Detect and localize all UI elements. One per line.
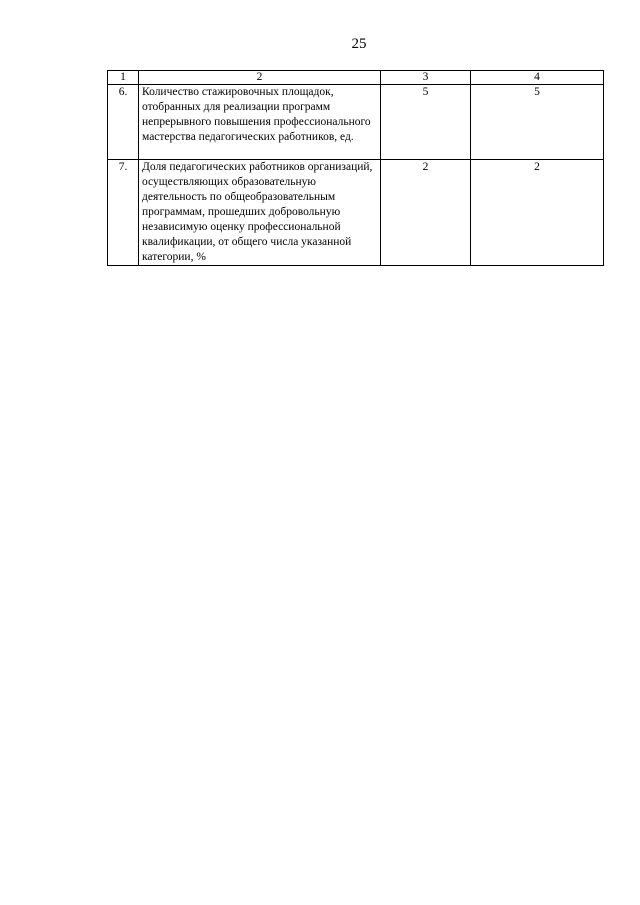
indicators-table [107, 70, 604, 266]
row-value-col3: 5 [381, 85, 471, 160]
row-value-col3: 2 [381, 160, 471, 266]
header-cell-3: 3 [381, 71, 471, 85]
page-number: 25 [351, 36, 367, 52]
header-cell-1: 1 [108, 71, 139, 85]
header-cell-4: 4 [471, 71, 604, 85]
header-cell-2: 2 [139, 71, 381, 85]
row-description: Количество стажировочных площадок, отобранных для реализации программ непрерывного повышения профессионального мастерства педагогических работников, ед. [139, 85, 381, 160]
table-row [108, 160, 604, 266]
row-description: Доля педагогических работников организаций, осуществляющих образовательную деятельность по общеобразовательным программам, прошедших добровольную независимую оценку профессиональной квалификации, от общего числа указанной категории, % [139, 160, 381, 266]
row-value-col4: 2 [471, 160, 604, 266]
row-number: 7. [108, 160, 139, 266]
row-number: 6. [108, 85, 139, 160]
table-row [108, 85, 604, 160]
table-header-row [108, 71, 604, 85]
row-value-col4: 5 [471, 85, 604, 160]
